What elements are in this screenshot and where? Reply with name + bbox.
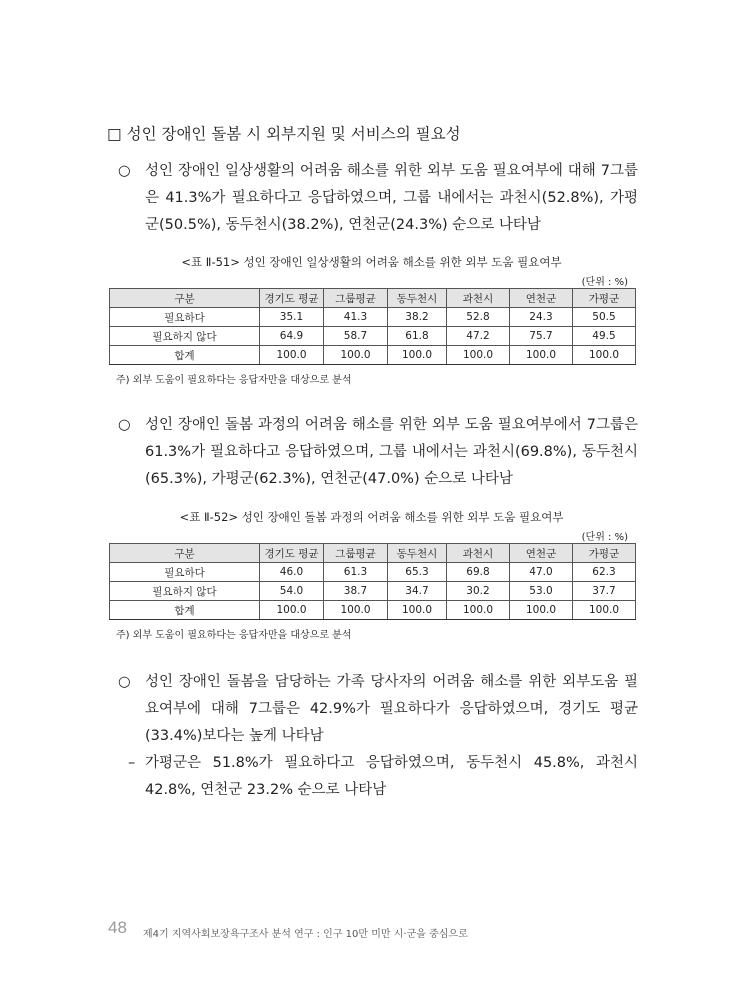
paragraph-text: 성인 장애인 일상생활의 어려움 해소를 위한 외부 도움 필요여부에 대해 7그룹은 41.3%가 필요하다고 응답하였으며, 그룹 내에서는 과천시(52.8%), 가평군(50.5%), 동두천시(38.2%), 연천군(24.3%) 순으로 나타남 [145,163,638,233]
table-cell: 65.3 [388,563,447,582]
table-row [110,308,636,327]
table-cell: 합계 [110,601,260,620]
table-cell: 38.7 [324,582,388,601]
sub-item [128,750,638,804]
table-cell: 합계 [110,346,260,365]
sub-item-text: 가평군은 51.8%가 필요하다고 응답하였으며, 동두천시 45.8%, 과천시 42.8%, 연천군 23.2% 순으로 나타남 [145,755,638,798]
data-table-2 [109,543,636,620]
table-cell: 100.0 [447,346,510,365]
table-cell: 69.8 [447,563,510,582]
table-cell: 50.5 [573,308,636,327]
circle-bullet-icon: ○ [118,417,131,433]
table-cell: 47.2 [447,327,510,346]
table-cell: 58.7 [324,327,388,346]
table-unit: (단위 : %) [581,532,628,543]
table-cell: 54.0 [260,582,324,601]
table-total-row [110,601,636,620]
checkbox-marker-icon: □ [107,125,122,143]
table-cell: 38.2 [388,308,447,327]
table-cell: 62.3 [573,563,636,582]
table-cell: 100.0 [324,346,388,365]
table-header-row [110,544,636,563]
header-cell: 구분 [110,544,260,563]
paragraph-text: 성인 장애인 돌봄 과정의 어려움 해소를 위한 외부 도움 필요여부에서 7그룹은 61.3%가 필요하다고 응답하였으며, 그룹 내에서는 과천시(69.8%), 동두천시(65.3%), 가평군(62.3%), 연천군(47.0%) 순으로 나타남 [145,417,638,487]
header-cell: 경기도 평균 [260,544,324,563]
table-cell: 49.5 [573,327,636,346]
table-cell: 35.1 [260,308,324,327]
header-cell: 과천시 [447,289,510,308]
table-cell: 필요하다 [110,308,260,327]
header-cell: 경기도 평균 [260,289,324,308]
table-total-row [110,346,636,365]
header-cell: 그룹평균 [324,289,388,308]
table-cell: 61.8 [388,327,447,346]
paragraph-1 [118,158,638,239]
header-cell: 동두천시 [388,289,447,308]
table-cell: 필요하다 [110,563,260,582]
data-table-1 [109,288,636,365]
table-cell: 100.0 [260,346,324,365]
page-number: 48 [108,918,127,937]
table-cell: 100.0 [388,601,447,620]
paragraph-text: 성인 장애인 돌봄을 담당하는 가족 당사자의 어려움 해소를 위한 외부도움 필요여부에 대해 7그룹은 42.9%가 필요하다가 응답하였으며, 경기도 평균(33.4%)보다는 높게 나타남 [145,674,638,744]
header-cell: 가평군 [573,544,636,563]
table-cell: 53.0 [510,582,573,601]
table-cell: 24.3 [510,308,573,327]
footer-title: 제4기 지역사회보장욕구조사 분석 연구 : 인구 10만 미만 시·군을 중심으로 [143,929,468,940]
table-cell: 34.7 [388,582,447,601]
circle-bullet-icon: ○ [118,163,131,179]
table-cell: 필요하지 않다 [110,327,260,346]
table-cell: 64.9 [260,327,324,346]
table-unit: (단위 : %) [581,277,628,288]
table-row [110,582,636,601]
table-caption: <표 Ⅱ-52> 성인 장애인 돌봄 과정의 어려움 해소를 위한 외부 도움 필요여부 [179,510,564,524]
header-cell: 가평군 [573,289,636,308]
section-heading [107,122,461,144]
circle-bullet-icon: ○ [118,674,131,690]
paragraph-2 [118,412,638,493]
table-cell: 100.0 [573,601,636,620]
header-cell: 구분 [110,289,260,308]
table-cell: 100.0 [447,601,510,620]
header-cell: 연천군 [510,544,573,563]
table-cell: 75.7 [510,327,573,346]
paragraph-3 [118,669,638,750]
dash-bullet-icon: – [128,755,136,771]
table-cell: 100.0 [324,601,388,620]
table-cell: 100.0 [510,601,573,620]
table-cell: 41.3 [324,308,388,327]
table-note: 주) 외부 도움이 필요하다는 응답자만을 대상으로 분석 [116,375,352,386]
table-cell: 30.2 [447,582,510,601]
header-cell: 과천시 [447,544,510,563]
table-header-row [110,289,636,308]
table-cell: 100.0 [510,346,573,365]
header-cell: 그룹평균 [324,544,388,563]
table-cell: 52.8 [447,308,510,327]
table-cell: 100.0 [260,601,324,620]
table-cell: 100.0 [388,346,447,365]
table-cell: 필요하지 않다 [110,582,260,601]
table-cell: 100.0 [573,346,636,365]
table-cell: 46.0 [260,563,324,582]
table-row [110,563,636,582]
table-caption: <표 Ⅱ-51> 성인 장애인 일상생활의 어려움 해소를 위한 외부 도움 필요여부 [181,255,562,269]
table-cell: 47.0 [510,563,573,582]
table-note: 주) 외부 도움이 필요하다는 응답자만을 대상으로 분석 [116,630,352,641]
header-cell: 동두천시 [388,544,447,563]
section-title-text: 성인 장애인 돌봄 시 외부지원 및 서비스의 필요성 [126,125,461,143]
table-row [110,327,636,346]
table-cell: 37.7 [573,582,636,601]
table-cell: 61.3 [324,563,388,582]
header-cell: 연천군 [510,289,573,308]
